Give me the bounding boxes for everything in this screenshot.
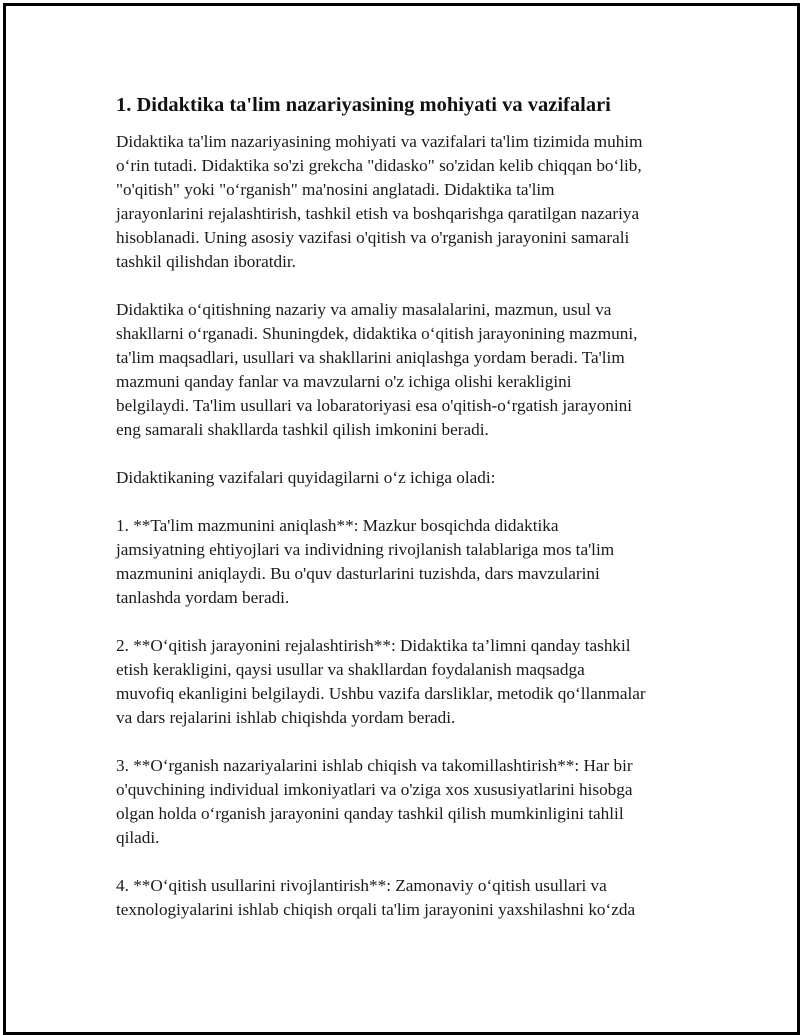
- paragraph-intro: Didaktika ta'lim nazariyasining mohiyati va vazifalari ta'lim tizimida muhim o‘rin tutadi. Didaktika so'zi grekcha "didasko" so'zidan kelib chiqqan bo‘lib, "o'qitish" yoki "o‘rganish" ma'nosini anglatadi. Didaktika ta'lim jarayonlarini rejalashtirish, tashkil etish va boshqarishga qaratilgan nazariya hisoblanadi. Uning asosiy vazifasi o'qitish va o'rganish jarayonini samarali tashkil qilishdan iboratdir.: [116, 132, 643, 271]
- list-item-task-4: 4. **O‘qitish usullarini rivojlantirish**: Zamonaviy o‘qitish usullari va texnologiyalarini ishlab chiqish orqali ta'lim jarayonini yaxshilashni ko‘zda: [116, 876, 636, 919]
- list-item-task-2: 2. **O‘qitish jarayonini rejalashtirish**: Didaktika ta’limni qanday tashkil etish kerakligini, qaysi usullar va shakllardan foydalanish maqsadga muvofiq ekanligini belgilaydi. Ushbu vazifa darsliklar, metodik qo‘llanmalar va dars rejalarini ishlab chiqishda yordam beradi.: [116, 636, 646, 727]
- list-item-task-1: 1. **Ta'lim mazmunini aniqlash**: Mazkur bosqichda didaktika jamsiyatning ehtiyojlari va individning rivojlanish talablariga mos ta'lim mazmunini aniqlaydi. Bu o'quv dasturlarini tuzishda, dars mavzularini tanlashda yordam beradi.: [116, 516, 615, 607]
- section-heading: 1. Didaktika ta'lim nazariyasining mohiyati va vazifalari: [116, 94, 611, 116]
- list-item-task-3: 3. **O‘rganish nazariyalarini ishlab chiqish va takomillashtirish**: Har bir o'quvchining individual imkoniyatlari va o'ziga xos xususiyatlarini hisobga olgan holda o‘rganish jarayonini qanday tashkil qilish mumkinligini tahlil qiladi.: [116, 756, 633, 847]
- document-body: [116, 92, 696, 946]
- paragraph-didactics-scope: Didaktika o‘qitishning nazariy va amaliy masalalarini, mazmun, usul va shakllarni o‘rganadi. Shuningdek, didaktika o‘qitish jarayonining mazmuni, ta'lim maqsadlari, usullari va shakllarini aniqlashga yordam beradi. Ta'lim mazmuni qanday fanlar va mavzularni o'z ichiga olishi kerakligini belgilaydi. Ta'lim usullari va lobaratoriyasi esa o'qitish-o‘rgatish jarayonini eng samarali shakllarda tashkil qilish imkonini beradi.: [116, 300, 638, 439]
- paragraph-tasks-lead: Didaktikaning vazifalari quyidagilarni o‘z ichiga oladi:: [116, 468, 496, 487]
